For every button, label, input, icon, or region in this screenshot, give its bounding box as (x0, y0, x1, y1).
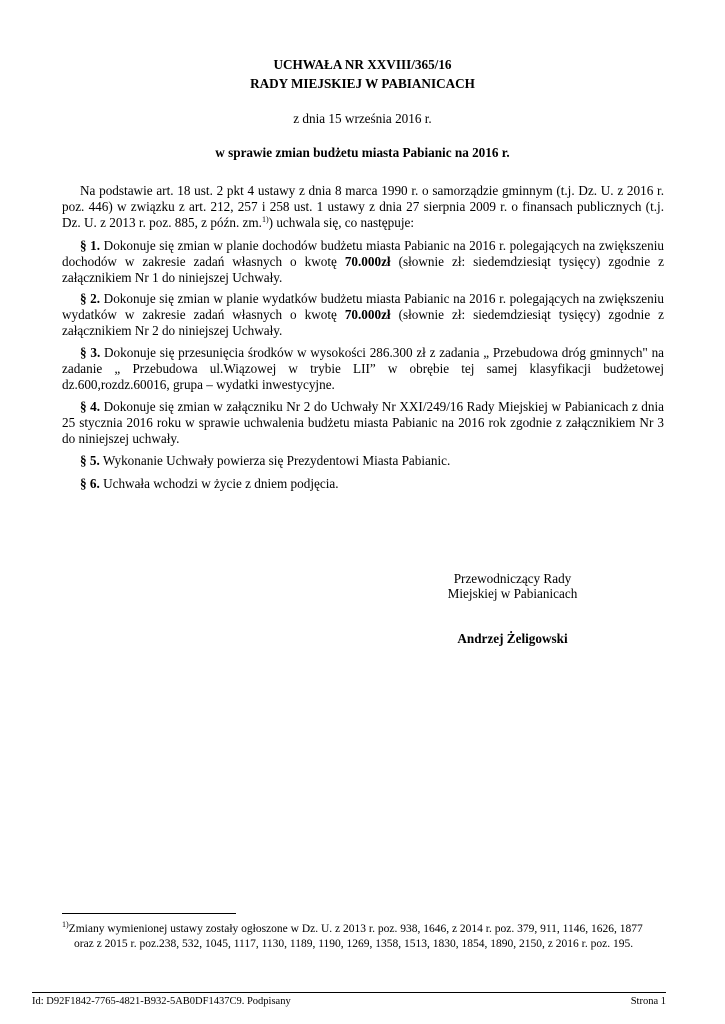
section-6 (62, 476, 664, 492)
footer-divider (32, 992, 666, 993)
section-amount: 70.000zł (344, 254, 391, 269)
section-text: Dokonuje się zmian w załączniku Nr 2 do Uchwały Nr XXI/249/16 Rady Miejskiej w Pabianicach z dnia 25 stycznia 2016 roku w sprawie uchwalenia budżetu miasta Pabianic na 2016 rok zgodnie z załącznikiem Nr 3 do niniejszej uchwały. (62, 399, 664, 446)
footnote-marker: 1) (62, 920, 69, 929)
section-text: Dokonuje się zmian w planie dochodów budżetu miasta Pabianic na 2016 r. polegających na zwiększeniu dochodów w zakresie zadań własnych o kwotę (62, 238, 665, 269)
section-4 (62, 399, 664, 447)
footnote (62, 922, 664, 952)
section-mark: § 6. (80, 476, 100, 491)
section-mark: § 1. (80, 238, 101, 253)
footnote-divider (62, 913, 236, 914)
section-1 (62, 238, 664, 286)
footnote-text: Zmiany wymienionej ustawy zostały ogłoszone w Dz. U. z 2013 r. poz. 938, 1646, z 2014 r. poz. 379, 911, 1146, 1626, 1877 oraz z 2015 r. poz.238, 532, 1045, 1117, 1130, 1189, 1190, 1269, 1358, 1513, 1830, 1854, 1890, 2150, z 2016 r. poz. 195. (68, 923, 643, 950)
document-title-line1: UCHWAŁA NR XXVIII/365/16 (273, 57, 452, 72)
document-title-line2: RADY MIEJSKIEJ W PABIANICACH (250, 76, 475, 91)
section-mark: § 5. (80, 453, 100, 468)
document-subject: w sprawie zmian budżetu miasta Pabianic na 2016 r. (215, 145, 510, 160)
section-text-after: (słownie zł: siedemdziesiąt tysięcy) zgodnie z załącznikiem Nr 1 do niniejszej Uchwały. (62, 254, 664, 285)
section-text: Dokonuje się przesunięcia środków w wysokości 286.300 zł z zadania „ Przebudowa dróg gminnych" na zadanie „ Przebudowa ul.Wiązowej w trybie LII” w obrębie tej samej klasyfikacji budżetowej dz.600,rozdz.60016, grupa – wydatki inwestycyjne. (62, 345, 665, 392)
section-3 (62, 345, 664, 393)
preamble (62, 183, 664, 231)
section-text: Uchwała wchodzi w życie z dniem podjęcia. (103, 476, 339, 491)
section-mark: § 3. (80, 345, 101, 360)
signature-role-line2: Miejskiej w Pabianicach (447, 586, 578, 601)
footnote-ref: 1) (261, 215, 269, 224)
section-mark: § 4. (80, 399, 101, 414)
document-date: z dnia 15 września 2016 r. (293, 111, 432, 126)
section-text-after: (słownie zł: siedemdziesiąt tysięcy) zgodnie z załącznikiem Nr 2 do niniejszej Uchwały. (62, 307, 664, 338)
section-text: Dokonuje się zmian w planie wydatków budżetu miasta Pabianic na 2016 r. polegających na zwiększeniu wydatków w zakresie zadań własnych o kwotę (62, 291, 665, 322)
footer-document-id: Id: D92F1842-7765-4821-B932-5AB0DF1437C9. Podpisany (32, 996, 291, 1007)
signature-name: Andrzej Żeligowski (457, 631, 568, 646)
preamble-text: Na podstawie art. 18 ust. 2 pkt 4 ustawy z dnia 8 marca 1990 r. o samorządzie gminnym (t.j. Dz. U. z 2016 r. poz. 446) w związku z art. 212, 257 i 258 ust. 1 ustawy z dnia 27 sierpnia 2009 r. o finansach publicznych (t.j. Dz. U. z 2013 r. poz. 885, z późn. zm. (62, 183, 664, 230)
footer-page-number: Strona 1 (630, 996, 666, 1007)
section-mark: § 2. (80, 291, 101, 306)
section-2 (62, 291, 664, 339)
section-text: Wykonanie Uchwały powierza się Prezydentowi Miasta Pabianic. (102, 453, 451, 468)
section-amount: 70.000zł (344, 307, 391, 322)
section-5 (62, 453, 664, 469)
signature-role-line1: Przewodniczący Rady (453, 571, 572, 586)
preamble-text-end: ) uchwala się, co następuje: (268, 215, 415, 230)
